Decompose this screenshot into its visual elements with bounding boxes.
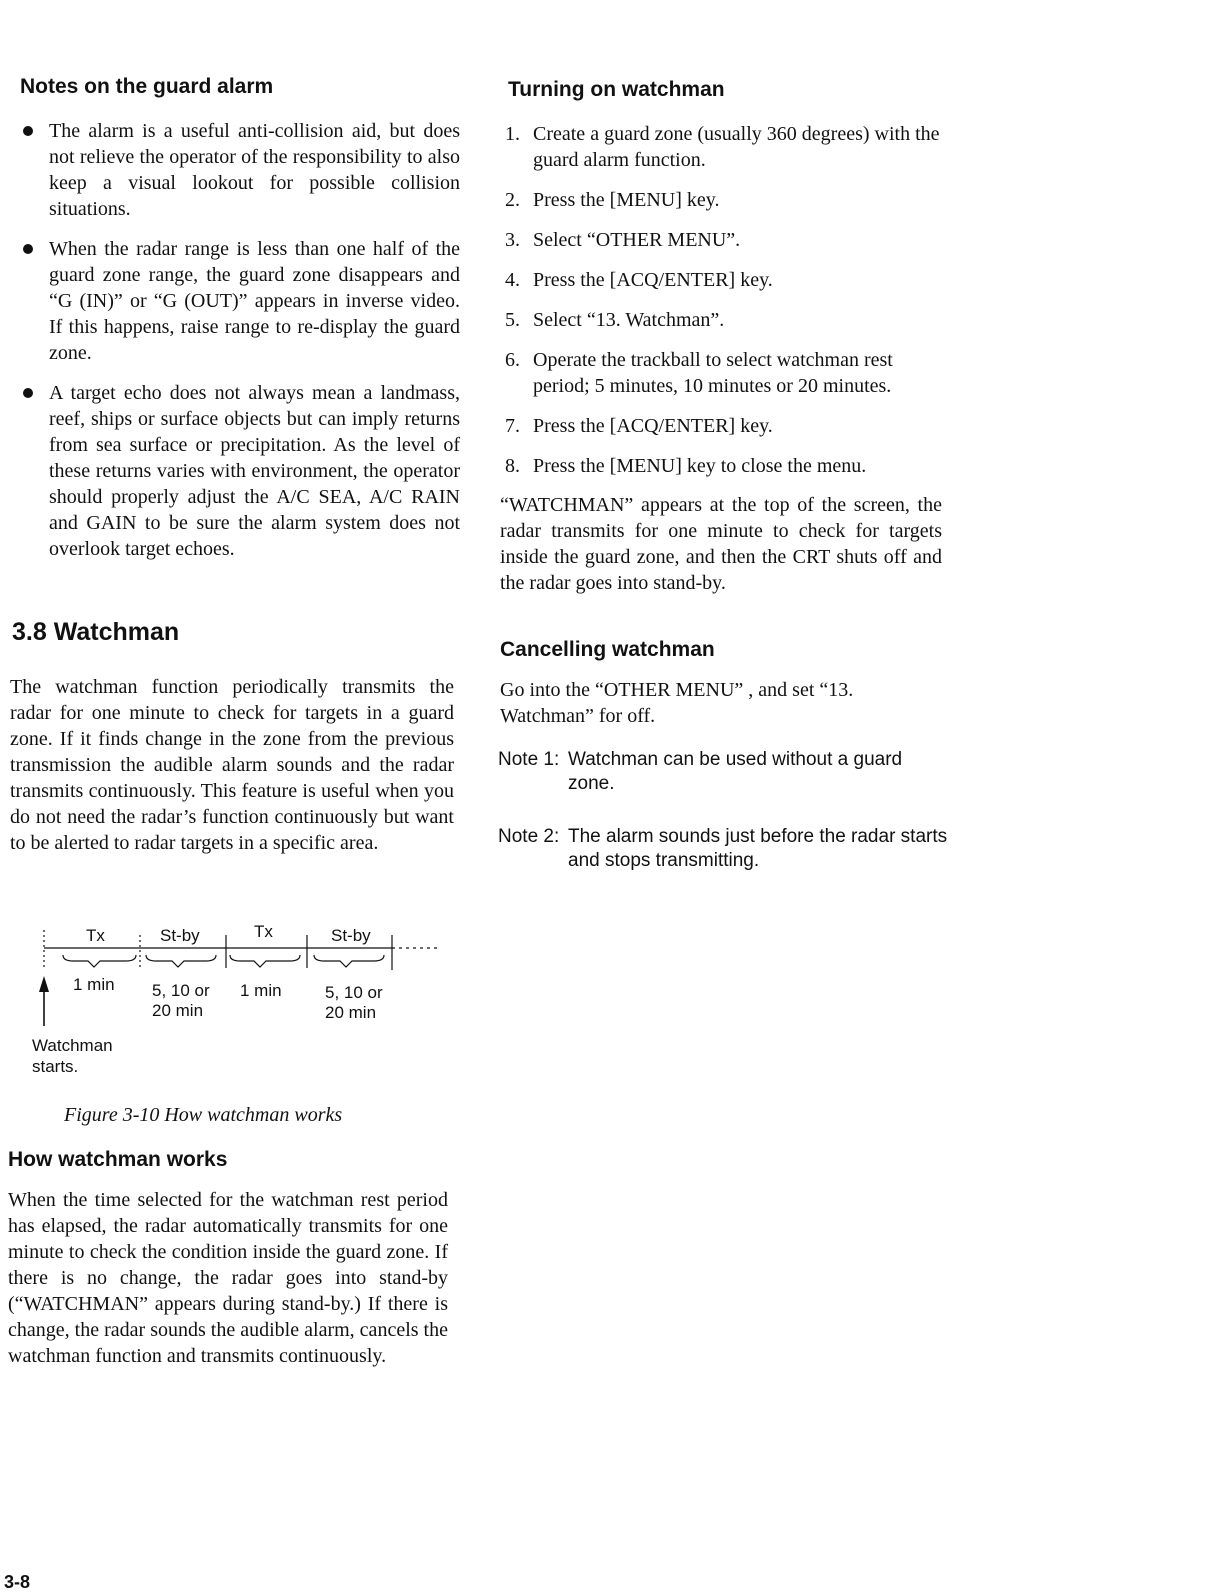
list-item	[12, 236, 460, 366]
bullet-icon	[23, 388, 33, 398]
bullet-text: A target echo does not always mean a landmass, reef, ships or surface objects but can imply returns from sea surface or precipitation. As the level of these returns varies with environment, the operator should properly adjust the A/C SEA, A/C RAIN and GAIN to be sure the alarm system does not overlook target echoes.	[49, 382, 460, 560]
duration-label-2: 1 min	[240, 981, 282, 1000]
step-text: Operate the trackball to select watchman rest period; 5 minutes, 10 minutes or 20 minutes.	[533, 349, 893, 397]
list-item	[499, 453, 951, 479]
step-text: Press the [MENU] key to close the menu.	[533, 455, 867, 477]
list-item	[499, 121, 951, 173]
note-1	[498, 748, 948, 796]
step-text: Create a guard zone (usually 360 degrees) with the guard alarm function.	[533, 123, 940, 171]
section-intro: The watchman function periodically transmits the radar for one minute to check for targets in a guard zone. If it finds change in the zone from the previous transmission the audible alarm sounds and the radar transmits continuously. This feature is useful when you do not need the radar’s function continuously but want to be alerted to radar targets in a specific area.	[10, 676, 454, 854]
tx-label-2: Tx	[254, 922, 273, 941]
list-item	[499, 307, 951, 333]
step-text: Press the [ACQ/ENTER] key.	[533, 415, 773, 437]
step-text: Press the [MENU] key.	[533, 189, 720, 211]
watchman-start-label: Watchman	[32, 1036, 113, 1055]
turning-heading: Turning on watchman	[508, 78, 725, 101]
step-text: Press the [ACQ/ENTER] key.	[533, 269, 773, 291]
rest-label-2a: 5, 10 or	[325, 983, 383, 1002]
list-item	[499, 413, 951, 439]
step-number: 3.	[505, 229, 520, 251]
list-item	[12, 380, 460, 562]
list-item	[499, 347, 951, 399]
bullet-icon	[23, 244, 33, 254]
rest-label-1a: 5, 10 or	[152, 981, 210, 1000]
stby-label-2: St-by	[331, 926, 371, 945]
step-text: Select “OTHER MENU”.	[533, 229, 741, 251]
step-number: 8.	[505, 455, 520, 477]
page-number: 3-8	[4, 1572, 31, 1592]
list-item	[499, 267, 951, 293]
bullet-text: When the radar range is less than one half of the guard zone range, the guard zone disappears and “G (IN)” or “G (OUT)” appears in inverse video. If this happens, raise range to re-display the guard zone.	[49, 238, 460, 364]
how-heading: How watchman works	[8, 1148, 228, 1171]
turning-steps	[499, 121, 951, 479]
note-text: Watchman can be used without a guard zone.	[568, 749, 903, 794]
notes-heading: Notes on the guard alarm	[20, 75, 274, 98]
note-2	[498, 825, 948, 873]
notes-bullet-list	[12, 118, 460, 576]
tx-label-1: Tx	[86, 926, 105, 945]
stby-label-1: St-by	[160, 926, 200, 945]
list-item	[499, 227, 951, 253]
step-number: 1.	[505, 123, 520, 145]
step-text: Select “13. Watchman”.	[533, 309, 725, 331]
bullet-icon	[23, 126, 33, 136]
note-text: The alarm sounds just before the radar starts and stops transmitting.	[568, 826, 948, 871]
cancel-heading: Cancelling watchman	[500, 638, 715, 661]
bullet-text: The alarm is a useful anti-collision aid, but does not relieve the operator of the responsibility to also keep a visual lookout for possible collision situations.	[49, 120, 460, 220]
note-label: Note 2:	[498, 826, 560, 847]
note-label: Note 1:	[498, 749, 560, 770]
step-number: 2.	[505, 189, 520, 211]
how-text: When the time selected for the watchman rest period has elapsed, the radar automatically transmits for one minute to check the condition inside the guard zone. If there is no change, the radar goes into stand-by (“WATCHMAN” appears during stand-by.) If there is change, the radar sounds the audible alarm, cancels the watchman function and transmits continuously.	[8, 1189, 448, 1367]
step-number: 7.	[505, 415, 520, 437]
arrow-up-icon	[39, 976, 49, 992]
rest-label-1b: 20 min	[152, 1001, 204, 1020]
list-item	[499, 187, 951, 213]
turning-result: “WATCHMAN” appears at the top of the screen, the radar transmits for one minute to check for targets inside the guard zone, and then the CRT shuts off and the radar goes into stand-by.	[500, 494, 942, 594]
step-number: 5.	[505, 309, 520, 331]
step-number: 6.	[505, 349, 520, 371]
list-item	[12, 118, 460, 222]
step-number: 4.	[505, 269, 520, 291]
cancel-text: Go into the “OTHER MENU” , and set “13. Watchman” for off.	[500, 679, 854, 727]
section-title: 3.8 Watchman	[12, 618, 180, 646]
watchman-start-label-2: starts.	[32, 1057, 79, 1076]
figure-caption: Figure 3-10 How watchman works	[64, 1104, 343, 1126]
duration-label-1: 1 min	[73, 975, 115, 994]
rest-label-2b: 20 min	[325, 1003, 377, 1022]
